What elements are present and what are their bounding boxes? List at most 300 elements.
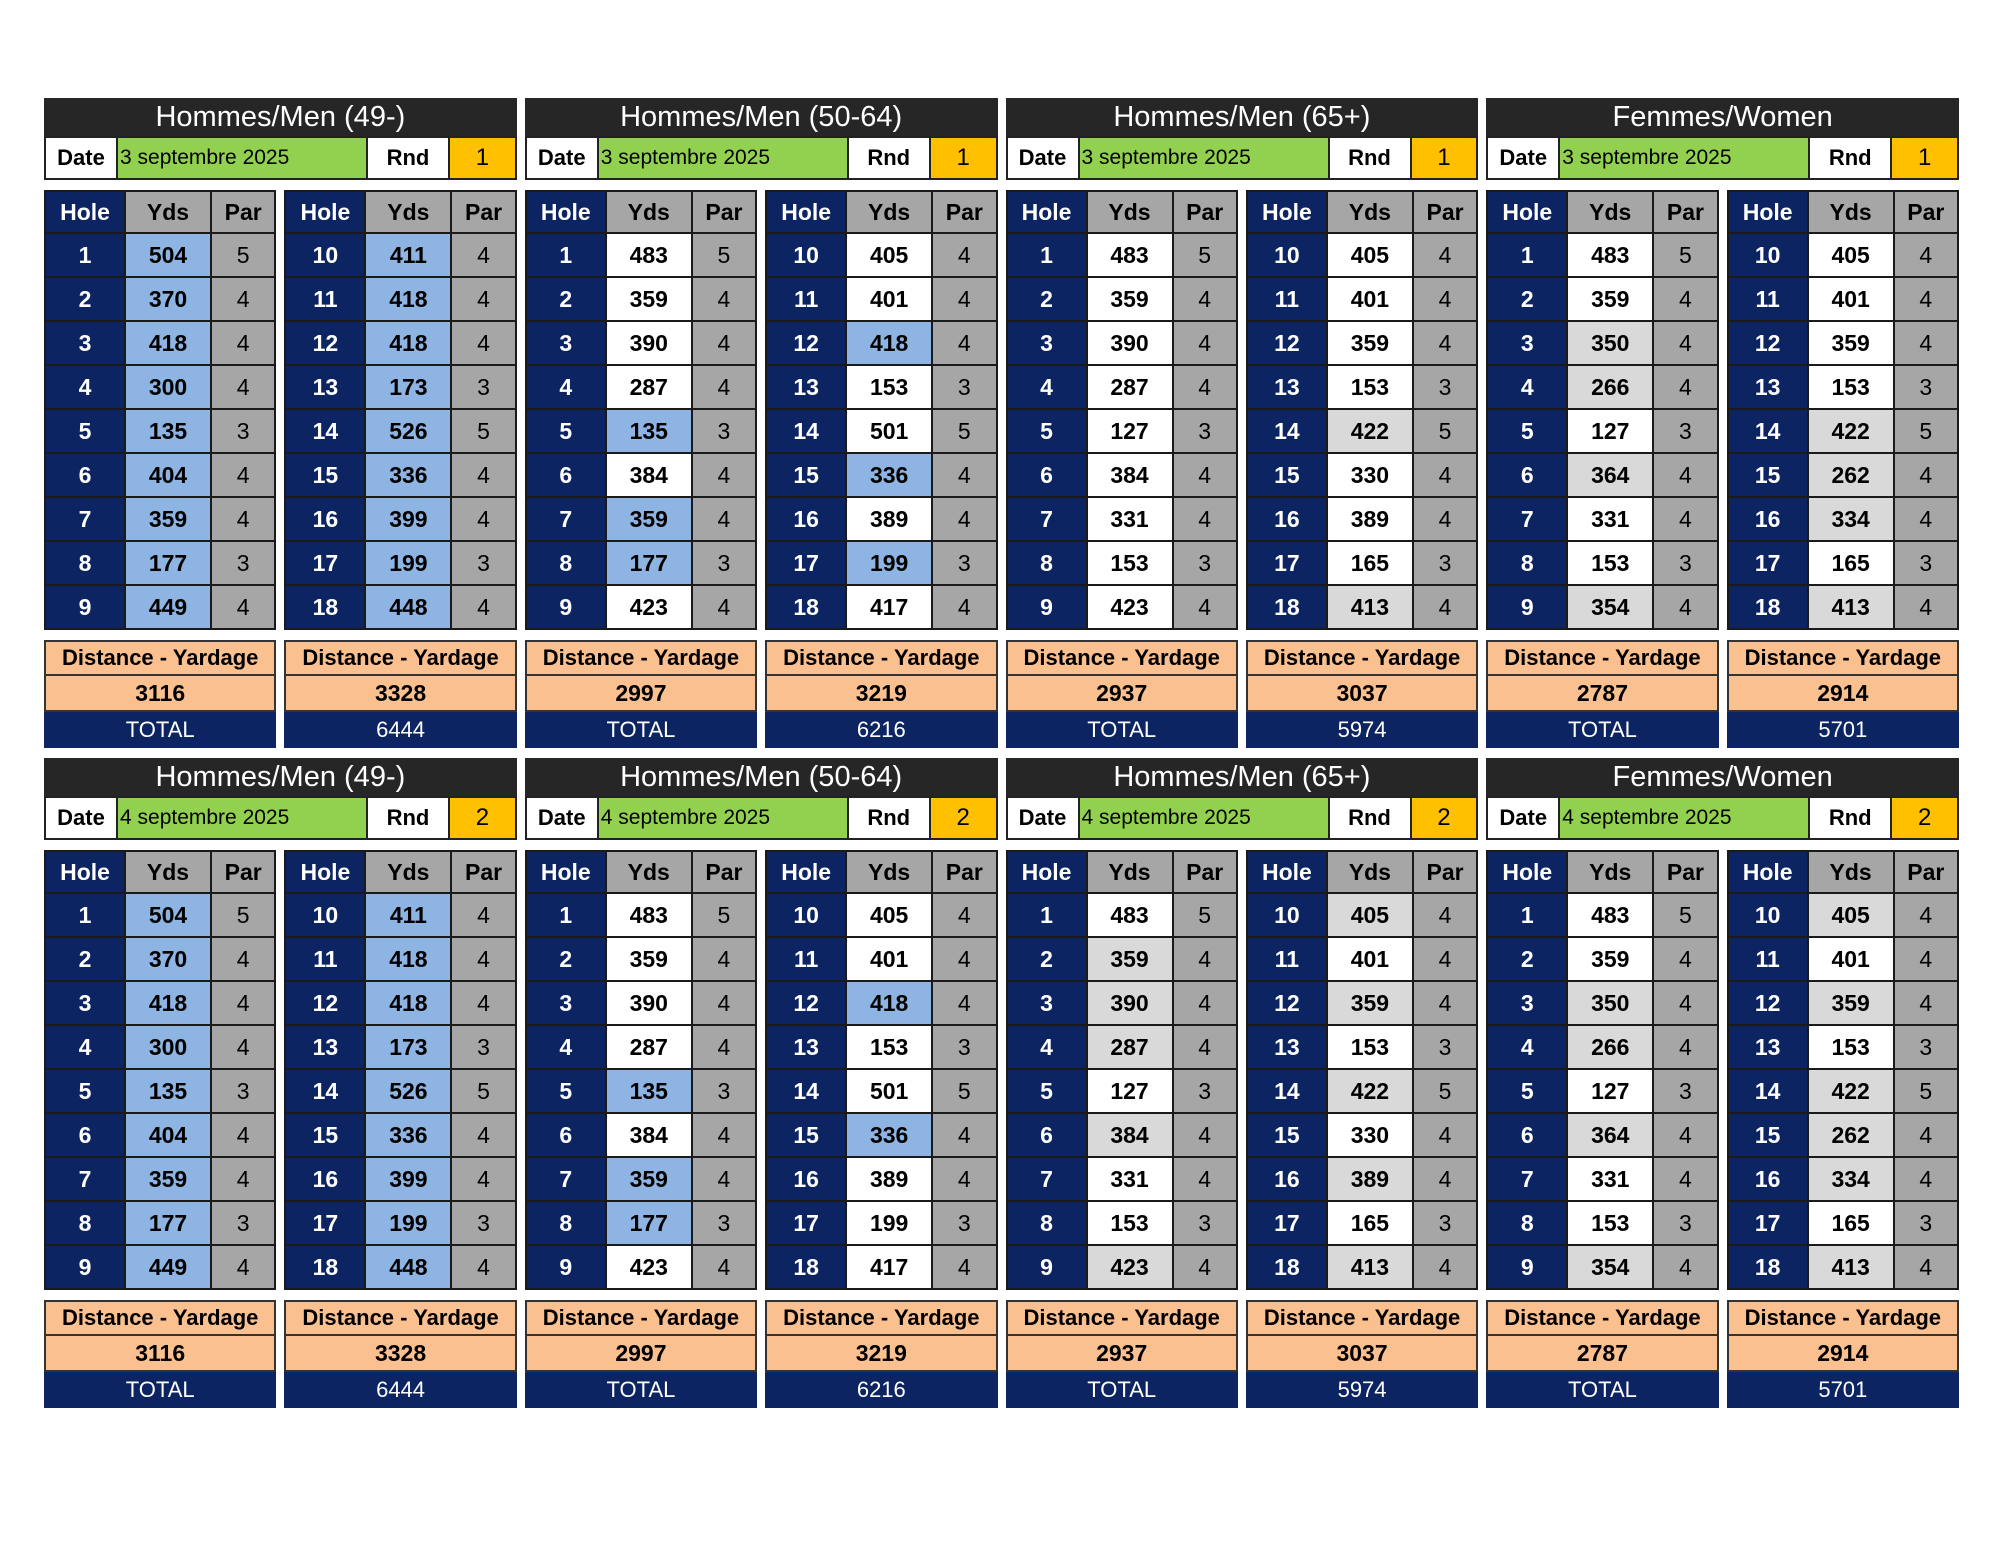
- hole-number: 16: [285, 497, 365, 541]
- table-row: [526, 585, 756, 629]
- total-value: 5701: [1727, 712, 1959, 748]
- par-cell: 4: [451, 1157, 515, 1201]
- par-cell: 5: [1173, 893, 1237, 937]
- table-row: [285, 585, 515, 629]
- hole-number: 4: [1007, 1025, 1087, 1069]
- header-row: [1487, 851, 1717, 893]
- hole-header: Hole: [1007, 191, 1087, 233]
- hole-number: 10: [285, 893, 365, 937]
- table-row: [1728, 1201, 1958, 1245]
- card-title: Hommes/Men (49-): [44, 98, 517, 136]
- table-row: [1247, 541, 1477, 585]
- card-title: Hommes/Men (65+): [1006, 758, 1479, 796]
- table-row: [1728, 541, 1958, 585]
- table-row: [285, 1025, 515, 1069]
- yardage-cell: 405: [1327, 893, 1413, 937]
- par-cell: 3: [1173, 1201, 1237, 1245]
- table-row: [1728, 893, 1958, 937]
- hole-number: 11: [1728, 937, 1808, 981]
- yardage-cell: 359: [1087, 937, 1173, 981]
- hole-number: 4: [1487, 1025, 1567, 1069]
- header-row: [45, 191, 275, 233]
- table-row: [526, 1157, 756, 1201]
- table-row: [1487, 981, 1717, 1025]
- par-cell: 3: [1653, 1201, 1717, 1245]
- distance-label: Distance - Yardage: [1006, 640, 1238, 676]
- table-row: [1247, 1157, 1477, 1201]
- hole-number: 12: [285, 321, 365, 365]
- yardage-cell: 389: [846, 497, 932, 541]
- hole-table: [284, 850, 516, 1290]
- hole-table: [1727, 850, 1959, 1290]
- yardage-cell: 173: [365, 1025, 451, 1069]
- distance-label: Distance - Yardage: [1727, 640, 1959, 676]
- scorecard-back: [765, 190, 997, 748]
- header-row: [526, 851, 756, 893]
- total-label: TOTAL: [1486, 1372, 1718, 1408]
- par-cell: 5: [211, 893, 275, 937]
- hole-number: 2: [1007, 277, 1087, 321]
- hole-number: 17: [1728, 541, 1808, 585]
- table-row: [1728, 981, 1958, 1025]
- hole-number: 5: [45, 409, 125, 453]
- halves: [1486, 190, 1959, 748]
- halves: [44, 190, 517, 748]
- round-value: 1: [1412, 138, 1477, 178]
- par-cell: 4: [692, 585, 756, 629]
- hole-number: 3: [526, 981, 606, 1025]
- hole-number: 17: [1728, 1201, 1808, 1245]
- hole-number: 18: [1728, 1245, 1808, 1289]
- distance-label: Distance - Yardage: [44, 640, 276, 676]
- yardage-cell: 413: [1808, 1245, 1894, 1289]
- yardage-cell: 370: [125, 277, 211, 321]
- hole-number: 5: [1007, 1069, 1087, 1113]
- round-value: 2: [1892, 798, 1957, 838]
- table-row: [1247, 1201, 1477, 1245]
- round-label: Rnd: [1330, 798, 1412, 838]
- distance-label: Distance - Yardage: [284, 1300, 516, 1336]
- table-row: [45, 541, 275, 585]
- hole-number: 8: [1007, 541, 1087, 585]
- table-row: [526, 453, 756, 497]
- hole-number: 18: [766, 1245, 846, 1289]
- par-cell: 5: [1173, 233, 1237, 277]
- hole-number: 17: [766, 541, 846, 585]
- scorecard-back: [284, 850, 516, 1408]
- yds-header: Yds: [125, 191, 211, 233]
- table-row: [1487, 1245, 1717, 1289]
- yardage-cell: 384: [1087, 1113, 1173, 1157]
- date-row: [1486, 136, 1959, 180]
- yardage-cell: 165: [1327, 1201, 1413, 1245]
- total-label: TOTAL: [44, 1372, 276, 1408]
- table-row: [285, 409, 515, 453]
- table-row: [45, 321, 275, 365]
- halves: [525, 190, 998, 748]
- table-row: [45, 365, 275, 409]
- par-cell: 3: [1894, 365, 1958, 409]
- par-cell: 4: [1413, 497, 1477, 541]
- table-row: [45, 1113, 275, 1157]
- table-row: [1247, 1069, 1477, 1113]
- yardage-cell: 401: [1808, 937, 1894, 981]
- table-row: [45, 409, 275, 453]
- yardage-cell: 153: [846, 365, 932, 409]
- par-cell: 5: [932, 409, 996, 453]
- hole-number: 8: [45, 541, 125, 585]
- par-cell: 4: [211, 453, 275, 497]
- table-row: [45, 497, 275, 541]
- par-cell: 3: [451, 1201, 515, 1245]
- table-row: [1007, 1025, 1237, 1069]
- par-cell: 4: [1173, 277, 1237, 321]
- hole-number: 2: [1007, 937, 1087, 981]
- table-row: [1487, 365, 1717, 409]
- par-cell: 3: [1653, 409, 1717, 453]
- yardage-cell: 135: [125, 409, 211, 453]
- hole-number: 10: [1247, 233, 1327, 277]
- par-cell: 4: [1894, 893, 1958, 937]
- hole-number: 12: [766, 321, 846, 365]
- table-row: [766, 1157, 996, 1201]
- table-row: [1487, 453, 1717, 497]
- table-row: [1487, 937, 1717, 981]
- distance-summary: [765, 1300, 997, 1408]
- halves: [1006, 190, 1479, 748]
- distance-summary: [44, 1300, 276, 1408]
- yardage-cell: 401: [1808, 277, 1894, 321]
- scorecard-back: [1246, 850, 1478, 1408]
- par-cell: 4: [451, 497, 515, 541]
- hole-number: 18: [1247, 585, 1327, 629]
- distance-label: Distance - Yardage: [1006, 1300, 1238, 1336]
- hole-number: 1: [526, 233, 606, 277]
- par-cell: 5: [1413, 1069, 1477, 1113]
- table-row: [766, 1245, 996, 1289]
- par-cell: 4: [692, 1113, 756, 1157]
- yds-header: Yds: [1567, 851, 1653, 893]
- par-cell: 3: [1413, 1025, 1477, 1069]
- par-cell: 3: [692, 1069, 756, 1113]
- hole-number: 12: [1247, 321, 1327, 365]
- par-cell: 4: [1653, 1025, 1717, 1069]
- par-cell: 4: [1653, 937, 1717, 981]
- table-row: [45, 453, 275, 497]
- round-value: 1: [931, 138, 996, 178]
- table-row: [1728, 453, 1958, 497]
- yardage-cell: 177: [125, 541, 211, 585]
- par-cell: 5: [1894, 409, 1958, 453]
- par-cell: 4: [692, 365, 756, 409]
- table-row: [1247, 321, 1477, 365]
- hole-number: 9: [45, 1245, 125, 1289]
- table-row: [526, 937, 756, 981]
- table-row: [285, 233, 515, 277]
- card-title: Femmes/Women: [1486, 98, 1959, 136]
- par-cell: 3: [1173, 541, 1237, 585]
- hole-number: 14: [1728, 1069, 1808, 1113]
- hole-header: Hole: [45, 851, 125, 893]
- hole-number: 6: [526, 1113, 606, 1157]
- yardage-cell: 390: [1087, 981, 1173, 1025]
- table-row: [285, 321, 515, 365]
- header-row: [285, 851, 515, 893]
- hole-number: 1: [45, 233, 125, 277]
- distance-label: Distance - Yardage: [1486, 1300, 1718, 1336]
- yardage-cell: 199: [846, 541, 932, 585]
- yds-header: Yds: [1808, 191, 1894, 233]
- hole-table: [284, 190, 516, 630]
- hole-number: 6: [1007, 1113, 1087, 1157]
- par-cell: 4: [1173, 937, 1237, 981]
- table-row: [766, 365, 996, 409]
- total-value: 5974: [1246, 1372, 1478, 1408]
- table-row: [766, 1201, 996, 1245]
- par-header: Par: [1894, 191, 1958, 233]
- par-cell: 3: [692, 1201, 756, 1245]
- table-row: [1007, 1245, 1237, 1289]
- date-row: [525, 796, 998, 840]
- par-cell: 4: [211, 937, 275, 981]
- hole-number: 12: [1728, 981, 1808, 1025]
- hole-number: 7: [1487, 1157, 1567, 1201]
- hole-number: 11: [766, 277, 846, 321]
- table-row: [766, 937, 996, 981]
- yardage-cell: 266: [1567, 1025, 1653, 1069]
- par-cell: 4: [1173, 585, 1237, 629]
- date-row: [44, 136, 517, 180]
- table-row: [1487, 409, 1717, 453]
- table-row: [1247, 453, 1477, 497]
- table-row: [1487, 1157, 1717, 1201]
- table-row: [1247, 1113, 1477, 1157]
- distance-label: Distance - Yardage: [1246, 1300, 1478, 1336]
- table-row: [1247, 1245, 1477, 1289]
- yardage-cell: 266: [1567, 365, 1653, 409]
- scorecard-front: [1486, 190, 1718, 748]
- round-label: Rnd: [849, 798, 931, 838]
- hole-header: Hole: [1007, 851, 1087, 893]
- total-label: TOTAL: [525, 1372, 757, 1408]
- halves: [1486, 850, 1959, 1408]
- par-cell: 4: [1894, 453, 1958, 497]
- scorecard: [525, 98, 998, 748]
- table-row: [1487, 233, 1717, 277]
- yardage-cell: 413: [1808, 585, 1894, 629]
- par-cell: 4: [1413, 937, 1477, 981]
- table-row: [45, 277, 275, 321]
- distance-value: 2997: [525, 1336, 757, 1372]
- distance-value: 3037: [1246, 1336, 1478, 1372]
- yardage-cell: 404: [125, 453, 211, 497]
- yardage-cell: 501: [846, 409, 932, 453]
- yardage-cell: 504: [125, 233, 211, 277]
- hole-number: 9: [1487, 1245, 1567, 1289]
- date-row: [525, 136, 998, 180]
- card-title: Hommes/Men (65+): [1006, 98, 1479, 136]
- hole-number: 4: [526, 1025, 606, 1069]
- round-label: Rnd: [1810, 138, 1892, 178]
- yardage-cell: 405: [846, 893, 932, 937]
- par-cell: 4: [211, 981, 275, 1025]
- table-row: [1007, 277, 1237, 321]
- hole-number: 1: [526, 893, 606, 937]
- table-row: [766, 1025, 996, 1069]
- yardage-cell: 413: [1327, 585, 1413, 629]
- par-cell: 4: [1894, 1157, 1958, 1201]
- scorecard-back: [1727, 190, 1959, 748]
- table-row: [1728, 409, 1958, 453]
- yardage-cell: 384: [606, 1113, 692, 1157]
- yardage-cell: 165: [1327, 541, 1413, 585]
- distance-value: 3328: [284, 1336, 516, 1372]
- scorecard: [1486, 758, 1959, 1408]
- distance-label: Distance - Yardage: [525, 1300, 757, 1336]
- hole-number: 17: [285, 1201, 365, 1245]
- date-value: 4 septembre 2025: [118, 798, 368, 838]
- scorecard: [44, 758, 517, 1408]
- par-cell: 4: [1413, 585, 1477, 629]
- yardage-cell: 354: [1567, 585, 1653, 629]
- table-row: [1728, 277, 1958, 321]
- card-title: Femmes/Women: [1486, 758, 1959, 796]
- par-cell: 4: [1413, 453, 1477, 497]
- distance-value: 3219: [765, 1336, 997, 1372]
- date-row: [1006, 136, 1479, 180]
- table-row: [1487, 1201, 1717, 1245]
- distance-value: 2787: [1486, 676, 1718, 712]
- par-cell: 3: [211, 1069, 275, 1113]
- yardage-cell: 449: [125, 585, 211, 629]
- table-row: [526, 233, 756, 277]
- par-header: Par: [692, 851, 756, 893]
- par-cell: 4: [692, 1157, 756, 1201]
- table-row: [1007, 585, 1237, 629]
- header-row: [285, 191, 515, 233]
- yardage-cell: 448: [365, 1245, 451, 1289]
- yardage-cell: 401: [1327, 937, 1413, 981]
- yardage-cell: 483: [606, 233, 692, 277]
- table-row: [1728, 1245, 1958, 1289]
- hole-number: 7: [526, 1157, 606, 1201]
- table-row: [1007, 1113, 1237, 1157]
- yardage-cell: 501: [846, 1069, 932, 1113]
- hole-number: 4: [1487, 365, 1567, 409]
- hole-number: 15: [766, 1113, 846, 1157]
- table-row: [1728, 937, 1958, 981]
- hole-table: [1486, 190, 1718, 630]
- hole-header: Hole: [1728, 191, 1808, 233]
- par-cell: 4: [211, 1025, 275, 1069]
- table-row: [1007, 233, 1237, 277]
- par-header: Par: [211, 191, 275, 233]
- table-row: [1487, 1069, 1717, 1113]
- yardage-cell: 399: [365, 1157, 451, 1201]
- yardage-cell: 287: [606, 1025, 692, 1069]
- yardage-cell: 199: [365, 1201, 451, 1245]
- hole-number: 5: [1487, 409, 1567, 453]
- hole-number: 7: [1007, 497, 1087, 541]
- par-cell: 3: [1653, 1069, 1717, 1113]
- yds-header: Yds: [606, 851, 692, 893]
- yds-header: Yds: [1087, 851, 1173, 893]
- par-cell: 4: [211, 585, 275, 629]
- par-cell: 3: [211, 541, 275, 585]
- table-row: [1007, 321, 1237, 365]
- hole-number: 13: [1728, 365, 1808, 409]
- hole-number: 2: [526, 937, 606, 981]
- hole-header: Hole: [1487, 851, 1567, 893]
- yardage-cell: 401: [1327, 277, 1413, 321]
- distance-summary: [525, 1300, 757, 1408]
- yardage-cell: 300: [125, 365, 211, 409]
- yardage-cell: 448: [365, 585, 451, 629]
- hole-number: 18: [285, 585, 365, 629]
- table-row: [45, 1069, 275, 1113]
- hole-number: 1: [1487, 233, 1567, 277]
- table-row: [285, 893, 515, 937]
- par-cell: 3: [451, 541, 515, 585]
- yardage-cell: 336: [365, 453, 451, 497]
- hole-number: 8: [1487, 1201, 1567, 1245]
- hole-header: Hole: [1728, 851, 1808, 893]
- table-row: [1007, 541, 1237, 585]
- par-cell: 3: [932, 541, 996, 585]
- yardage-cell: 127: [1087, 1069, 1173, 1113]
- table-row: [1247, 1025, 1477, 1069]
- table-row: [285, 1201, 515, 1245]
- table-row: [1007, 937, 1237, 981]
- date-label: Date: [46, 798, 118, 838]
- yardage-cell: 330: [1327, 1113, 1413, 1157]
- table-row: [1487, 893, 1717, 937]
- hole-table: [525, 850, 757, 1290]
- yardage-cell: 390: [606, 981, 692, 1025]
- yardage-cell: 331: [1087, 1157, 1173, 1201]
- hole-number: 17: [1247, 541, 1327, 585]
- yardage-cell: 359: [1567, 277, 1653, 321]
- par-cell: 3: [692, 541, 756, 585]
- par-cell: 4: [932, 321, 996, 365]
- hole-number: 10: [1728, 233, 1808, 277]
- yardage-cell: 401: [846, 937, 932, 981]
- date-value: 4 septembre 2025: [599, 798, 849, 838]
- par-cell: 4: [1894, 981, 1958, 1025]
- round-label: Rnd: [849, 138, 931, 178]
- yardage-cell: 504: [125, 893, 211, 937]
- table-row: [285, 365, 515, 409]
- hole-number: 15: [766, 453, 846, 497]
- hole-table: [44, 190, 276, 630]
- yardage-cell: 127: [1567, 1069, 1653, 1113]
- hole-header: Hole: [1247, 191, 1327, 233]
- table-row: [1728, 1157, 1958, 1201]
- table-row: [1247, 497, 1477, 541]
- hole-number: 16: [1247, 1157, 1327, 1201]
- hole-number: 15: [285, 453, 365, 497]
- header-row: [766, 191, 996, 233]
- table-row: [1007, 1157, 1237, 1201]
- hole-header: Hole: [526, 191, 606, 233]
- yardage-cell: 359: [1087, 277, 1173, 321]
- hole-number: 17: [285, 541, 365, 585]
- par-cell: 3: [1894, 541, 1958, 585]
- hole-number: 2: [45, 277, 125, 321]
- hole-number: 2: [1487, 937, 1567, 981]
- hole-number: 3: [1007, 981, 1087, 1025]
- total-label: TOTAL: [1486, 712, 1718, 748]
